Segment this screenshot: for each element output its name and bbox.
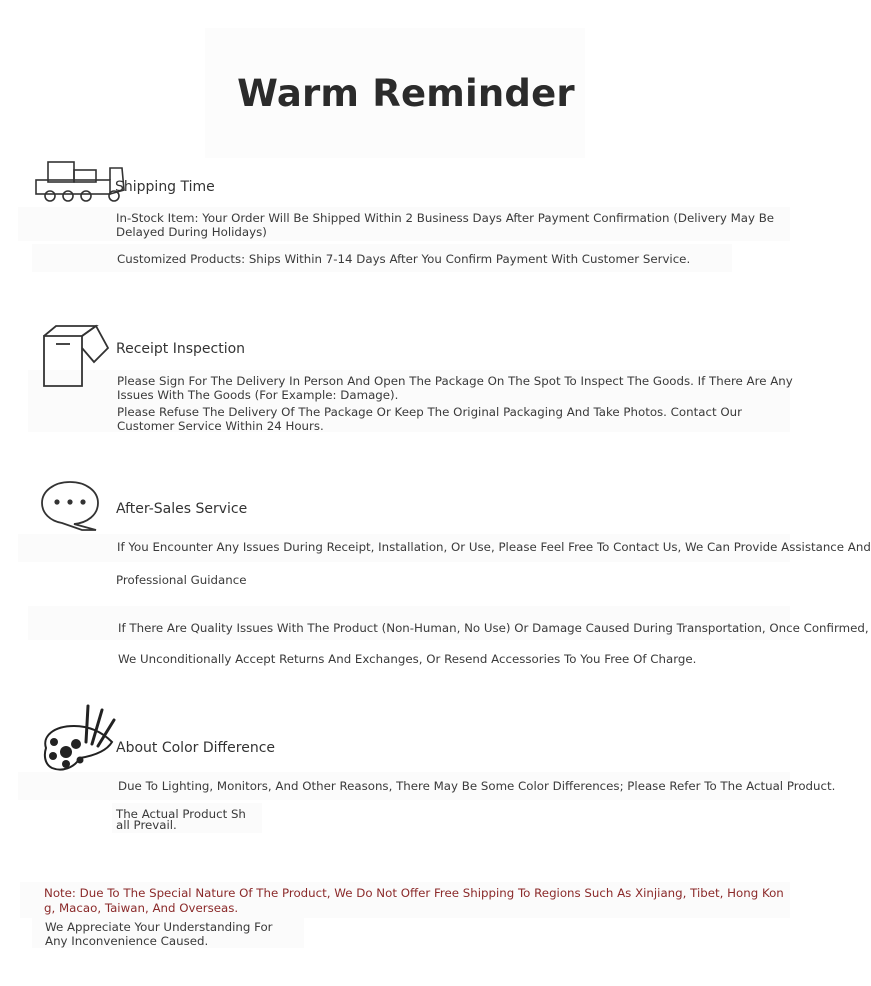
thanks-line-1: We Appreciate Your Understanding For <box>45 920 273 934</box>
color-line-2a: The Actual Product Sh <box>116 807 246 821</box>
shipping-line-2: Customized Products: Ships Within 7-14 Days After You Confirm Payment With Customer Service. <box>117 252 691 266</box>
color-heading: About Color Difference <box>116 740 276 756</box>
receipt-heading: Receipt Inspection <box>116 341 246 357</box>
receipt-line-1a: Please Sign For The Delivery In Person And Open The Package On The Spot To Inspect The Goods. If There Are Any <box>117 374 793 388</box>
color-line-2b: all Prevail. <box>116 818 177 832</box>
shipping-heading: Shipping Time <box>115 179 215 195</box>
receipt-line-2b: Customer Service Within 24 Hours. <box>117 419 324 433</box>
note-line-1: Note: Due To The Special Nature Of The Product, We Do Not Offer Free Shipping To Regions Such As Xinjiang, Tibet, Hong Kon <box>44 886 784 900</box>
truck-icon <box>34 160 126 206</box>
thanks-line-2: Any Inconvenience Caused. <box>45 934 209 948</box>
palette-icon <box>40 702 116 774</box>
shipping-line-1b: Delayed During Holidays) <box>116 225 267 239</box>
after-sales-line-1: If You Encounter Any Issues During Receipt, Installation, Or Use, Please Feel Free To Contact Us, We Can Provide Assistance And <box>117 540 871 554</box>
after-sales-line-2: Professional Guidance <box>116 573 247 587</box>
after-sales-line-3: If There Are Quality Issues With The Product (Non-Human, No Use) Or Damage Caused During Transportation, Once Confirmed, <box>118 621 869 635</box>
after-sales-heading: After-Sales Service <box>116 501 248 517</box>
receipt-line-2a: Please Refuse The Delivery Of The Package Or Keep The Original Packaging And Take Photos. Contact Our <box>117 405 742 419</box>
note-line-2: g, Macao, Taiwan, And Overseas. <box>44 901 239 915</box>
shipping-line-1a: In-Stock Item: Your Order Will Be Shipped Within 2 Business Days After Payment Confirmation (Delivery May Be <box>116 211 775 225</box>
page-title: Warm Reminder <box>237 72 575 115</box>
receipt-line-1b: Issues With The Goods (For Example: Damage). <box>117 388 399 402</box>
chat-bubble-icon <box>40 480 102 534</box>
box-icon <box>42 324 110 388</box>
color-line-1: Due To Lighting, Monitors, And Other Reasons, There May Be Some Color Differences; Please Refer To The Actual Product. <box>118 779 836 793</box>
after-sales-line-4: We Unconditionally Accept Returns And Exchanges, Or Resend Accessories To You Free Of Charge. <box>118 652 697 666</box>
